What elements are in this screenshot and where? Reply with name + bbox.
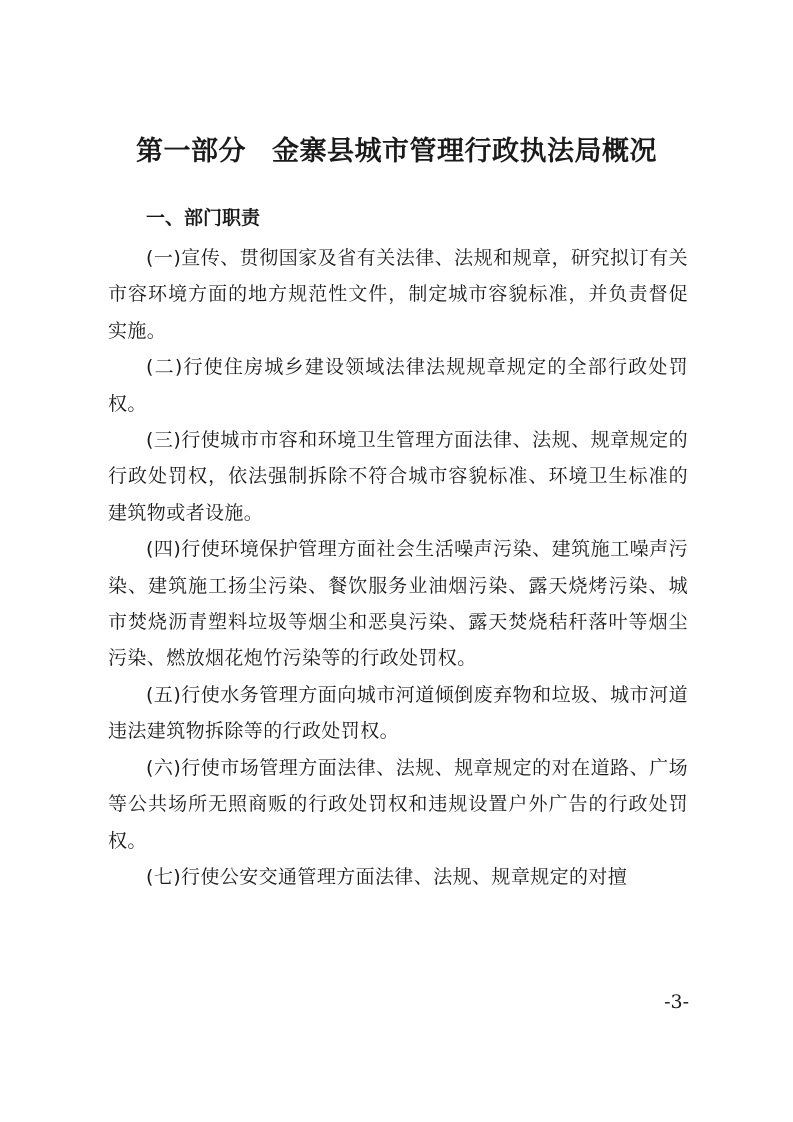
page-number: -3- bbox=[664, 991, 689, 1013]
paragraph-7: (七)行使公安交通管理方面法律、法规、规章规定的对擅 bbox=[146, 865, 628, 888]
paragraph-6: (六)行使市场管理方面法律、法规、规章规定的对在道路、广场等公共场所无照商贩的行政处罚权和违规设置户外广告的行政处罚权。 bbox=[108, 756, 688, 852]
paragraph-4: (四)行使环境保护管理方面社会生活噪声污染、建筑施工噪声污染、建筑施工扬尘污染、餐饮服务业油烟污染、露天烧烤污染、城市焚烧沥青塑料垃圾等烟尘和恶臭污染、露天焚烧秸秆落叶等烟尘污染、燃放烟花炮竹污染等的行政处罚权。 bbox=[108, 538, 688, 670]
paragraph-1: (一)宣传、贯彻国家及省有关法律、法规和规章，研究拟订有关市容环境方面的地方规范性文件，制定城市容貌标准，并负责督促实施。 bbox=[108, 247, 688, 342]
title-main: 金寨县城市管理行政执法局概况 bbox=[272, 136, 657, 167]
paragraph-5: (五)行使水务管理方面向城市河道倾倒废弃物和垃圾、城市河道违法建筑物拆除等的行政处罚权。 bbox=[108, 683, 688, 743]
body-text bbox=[108, 240, 688, 895]
paragraph-3: (三)行使城市市容和环境卫生管理方面法律、法规、规章规定的行政处罚权，依法强制拆除不符合城市容貌标准、环境卫生标准的建筑物或者设施。 bbox=[108, 429, 688, 524]
paragraph-2: (二)行使住房城乡建设领域法律法规规章规定的全部行政处罚权。 bbox=[108, 356, 688, 415]
title-part: 第一部分 bbox=[136, 136, 246, 167]
page-title bbox=[0, 132, 793, 172]
section-heading: 一、部门职责 bbox=[146, 207, 261, 229]
